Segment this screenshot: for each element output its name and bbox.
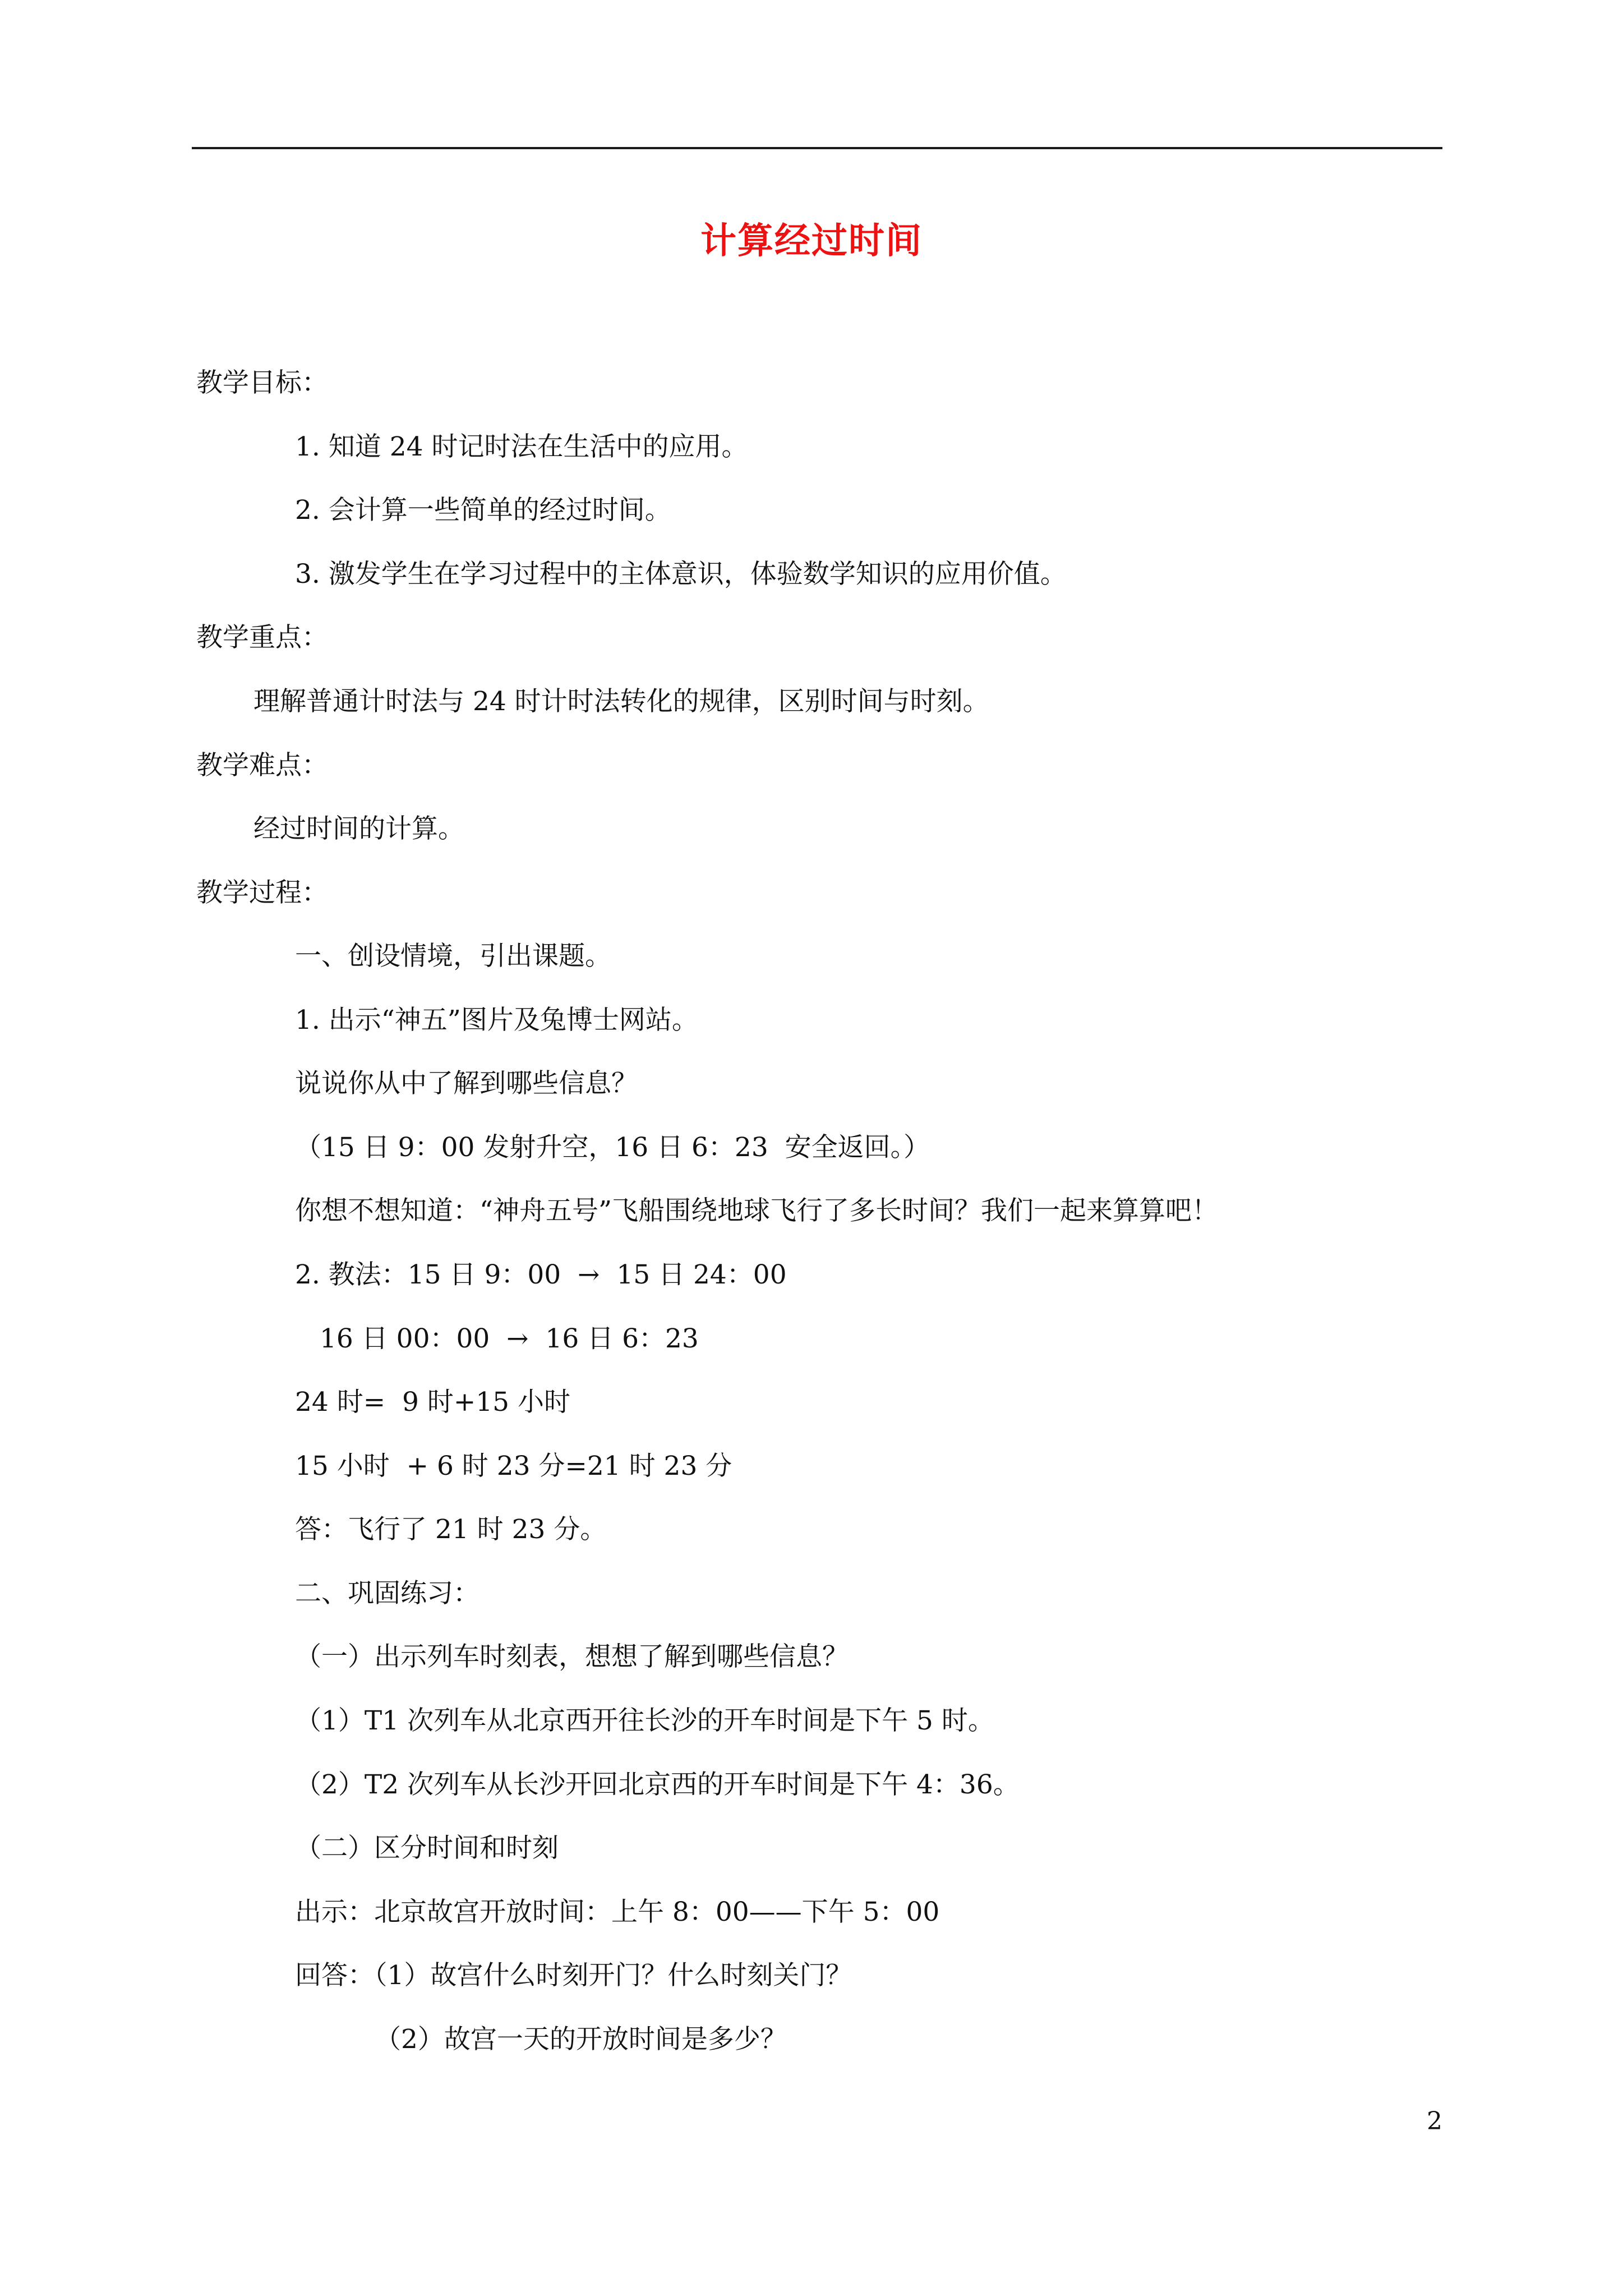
paragraph: 理解普通计时法与 24 时计时法转化的规律，区别时间与时刻。 (253, 686, 989, 717)
paragraph: 回答：（1）故宫什么时刻开门？什么时刻关门？ (295, 1960, 852, 1991)
objective-item: 1. 知道 24 时记时法在生活中的应用。 (295, 431, 748, 462)
paragraph: （1）T1 次列车从北京西开往长沙的开车时间是下午 5 时。 (295, 1705, 994, 1736)
paragraph: 24 时= 9 时+15 小时 (295, 1387, 570, 1418)
paragraph: 二、巩固练习： (295, 1578, 479, 1609)
paragraph: （15 日 9：00 发射升空，16 日 6：23 安全返回。） (295, 1132, 930, 1163)
section-heading-process: 教学过程： (196, 877, 328, 908)
section-heading-key-points: 教学重点： (196, 622, 328, 653)
page-number: 2 (1427, 2107, 1442, 2136)
paragraph: 2. 教法：15 日 9：00 → 15 日 24：00 (295, 1259, 787, 1290)
paragraph: （二）区分时间和时刻 (295, 1833, 559, 1864)
paragraph: 一、创设情境，引出课题。 (295, 941, 611, 972)
paragraph: 经过时间的计算。 (253, 813, 464, 844)
section-heading-objectives: 教学目标： (196, 367, 328, 398)
document-title: 计算经过时间 (700, 220, 923, 262)
paragraph: 出示：北京故宫开放时间：上午 8：00——下午 5：00 (295, 1897, 940, 1927)
objective-item: 3. 激发学生在学习过程中的主体意识，体验数学知识的应用价值。 (295, 559, 1067, 590)
section-heading-difficulties: 教学难点： (196, 750, 328, 781)
paragraph: 16 日 00：00 → 16 日 6：23 (320, 1323, 699, 1354)
paragraph: 1. 出示“神五”图片及兔博士网站。 (295, 1005, 698, 1036)
paragraph: 你想不想知道：“神舟五号”飞船围绕地球飞行了多长时间？我们一起来算算吧！ (295, 1195, 1219, 1226)
paragraph: （2）故宫一天的开放时间是多少？ (375, 2024, 787, 2055)
paragraph: （2）T2 次列车从长沙开回北京西的开车时间是下午 4：36。 (295, 1769, 1020, 1800)
paragraph: 说说你从中了解到哪些信息？ (295, 1068, 638, 1099)
paragraph: （一）出示列车时刻表，想想了解到哪些信息？ (295, 1641, 849, 1672)
paragraph: 答：飞行了 21 时 23 分。 (295, 1514, 607, 1545)
paragraph: 15 小时 + 6 时 23 分=21 时 23 分 (295, 1451, 732, 1481)
header-rule (192, 147, 1442, 149)
objective-item: 2. 会计算一些简单的经过时间。 (295, 495, 671, 526)
